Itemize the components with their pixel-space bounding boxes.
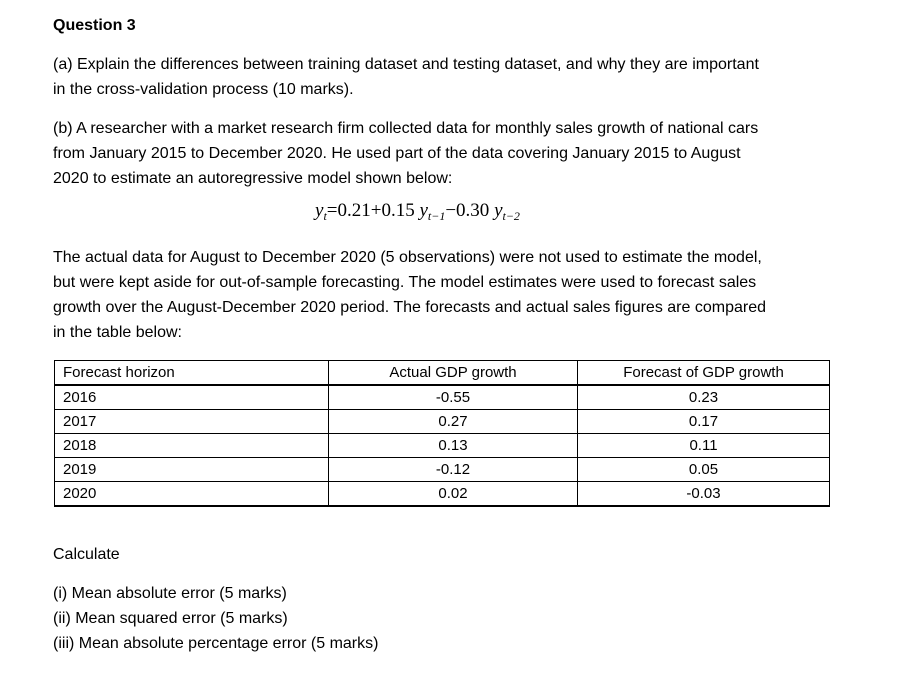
calculate-label: Calculate xyxy=(53,546,120,563)
ar-model-equation xyxy=(315,200,520,224)
task-mape: (iii) Mean absolute percentage error (5 marks) xyxy=(53,635,379,652)
table-header-row xyxy=(55,361,830,386)
eq-minus-term: −0.30 xyxy=(445,200,490,221)
cell-horizon: 2016 xyxy=(55,385,329,410)
part-a-line-2: in the cross-validation process (10 marks). xyxy=(53,81,354,98)
cell-horizon: 2020 xyxy=(55,482,329,507)
cell-forecast: 0.05 xyxy=(578,458,830,482)
header-actual-gdp-growth: Actual GDP growth xyxy=(329,361,578,386)
task-mae: (i) Mean absolute error (5 marks) xyxy=(53,585,287,602)
eq-term1-var: y xyxy=(419,200,428,221)
paragraph2-line-2: but were kept aside for out-of-sample forecasting. The model estimates were used to forecast sales xyxy=(53,274,757,291)
forecast-table xyxy=(54,360,830,507)
cell-actual: 0.13 xyxy=(329,434,578,458)
eq-term2-sub: t−2 xyxy=(502,209,520,223)
cell-forecast: 0.23 xyxy=(578,385,830,410)
eq-lhs-sub: t xyxy=(323,209,327,223)
table-row xyxy=(55,385,830,410)
part-b-line-1: (b) A researcher with a market research firm collected data for monthly sales growth of national cars xyxy=(53,120,759,137)
header-forecast-horizon: Forecast horizon xyxy=(55,361,329,386)
question-title: Question 3 xyxy=(53,17,136,34)
cell-actual: 0.27 xyxy=(329,410,578,434)
part-a-line-1: (a) Explain the differences between training dataset and testing dataset, and why they are important xyxy=(53,56,759,73)
table-row xyxy=(55,458,830,482)
cell-horizon: 2017 xyxy=(55,410,329,434)
cell-actual: 0.02 xyxy=(329,482,578,507)
table-row xyxy=(55,482,830,507)
cell-actual: -0.12 xyxy=(329,458,578,482)
table-row xyxy=(55,434,830,458)
eq-term1-sub: t−1 xyxy=(427,209,446,223)
eq-constant-term: =0.21+0.15 xyxy=(326,200,415,221)
cell-forecast: 0.11 xyxy=(578,434,830,458)
header-forecast-gdp-growth: Forecast of GDP growth xyxy=(578,361,830,386)
paragraph2-line-4: in the table below: xyxy=(53,324,182,341)
part-b-line-3: 2020 to estimate an autoregressive model shown below: xyxy=(53,170,453,187)
task-mse: (ii) Mean squared error (5 marks) xyxy=(53,610,288,627)
cell-horizon: 2018 xyxy=(55,434,329,458)
table-row xyxy=(55,410,830,434)
cell-forecast: -0.03 xyxy=(578,482,830,507)
paragraph2-line-1: The actual data for August to December 2020 (5 observations) were not used to estimate the model, xyxy=(53,249,762,266)
cell-actual: -0.55 xyxy=(329,385,578,410)
paragraph2-line-3: growth over the August-December 2020 period. The forecasts and actual sales figures are compared xyxy=(53,299,766,316)
eq-lhs-var: y xyxy=(315,200,324,221)
eq-term2-var: y xyxy=(494,200,503,221)
cell-horizon: 2019 xyxy=(55,458,329,482)
cell-forecast: 0.17 xyxy=(578,410,830,434)
part-b-line-2: from January 2015 to December 2020. He used part of the data covering January 2015 to August xyxy=(53,145,741,162)
